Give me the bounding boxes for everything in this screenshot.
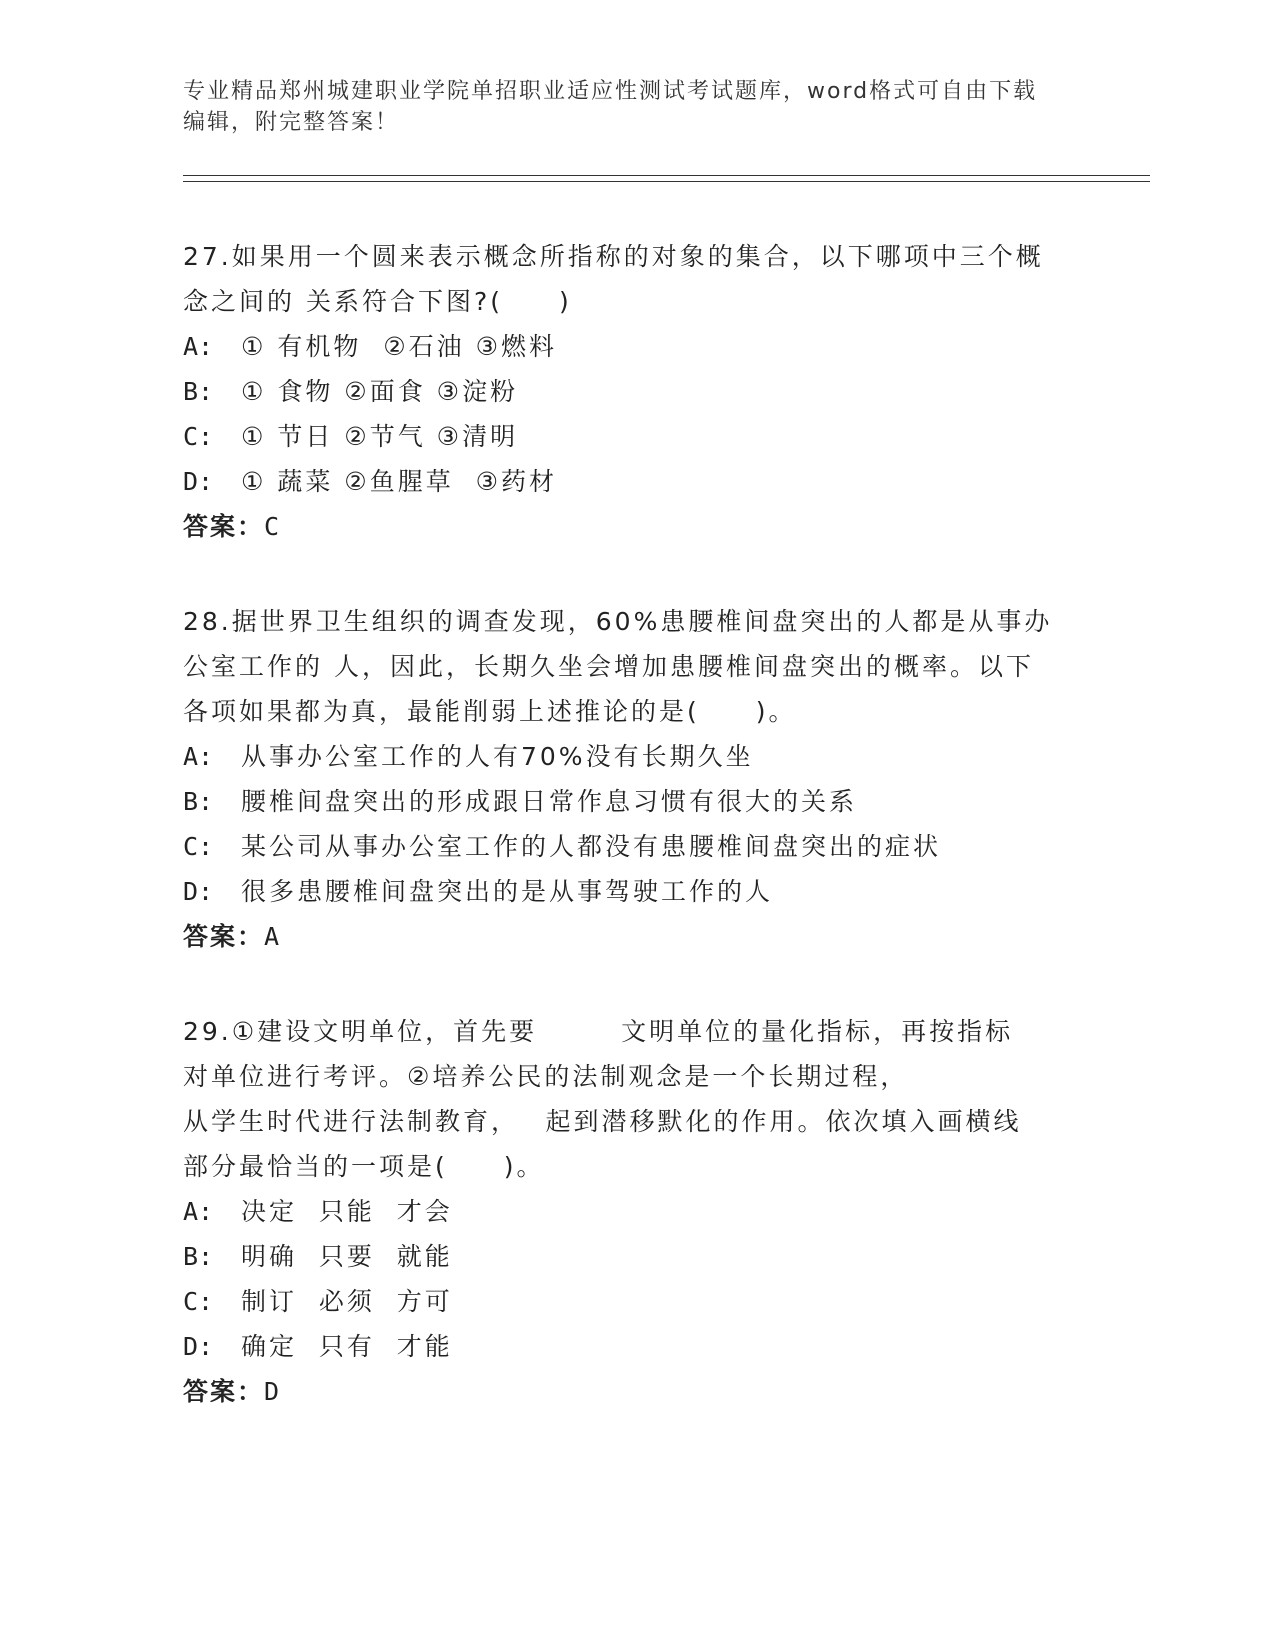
option-text: 明确 只要 就能 <box>241 1242 453 1271</box>
option-a <box>183 324 1083 369</box>
option-text: 从事办公室工作的人有70%没有长期久坐 <box>241 742 754 771</box>
option-text: 制订 必须 方可 <box>241 1287 453 1316</box>
option-d <box>183 1324 1083 1369</box>
option-label: A: <box>183 742 214 771</box>
option-text: ① 节日 ②节气 ③清明 <box>241 422 519 451</box>
stem-line: 从学生时代进行法制教育， 起到潜移默化的作用。依次填入画横线 <box>183 1107 1022 1136</box>
option-d <box>183 459 1083 504</box>
stem-line: 28.据世界卫生组织的调查发现，60%患腰椎间盘突出的人都是从事办 <box>183 607 1053 636</box>
option-c <box>183 824 1083 869</box>
option-text: ① 食物 ②面食 ③淀粉 <box>241 377 519 406</box>
answer-line <box>183 504 1083 549</box>
option-label: C: <box>183 422 214 451</box>
stem-line: 公室工作的 人，因此，长期久坐会增加患腰椎间盘突出的概率。以下 <box>183 652 1034 681</box>
option-label: A: <box>183 332 214 361</box>
question-stem <box>183 234 1083 324</box>
option-c <box>183 414 1083 459</box>
stem-line: 对单位进行考评。②培养公民的法制观念是一个长期过程， <box>183 1062 909 1091</box>
option-b <box>183 1234 1083 1279</box>
option-label: B: <box>183 377 214 406</box>
option-b <box>183 779 1083 824</box>
answer-value: A <box>264 922 282 951</box>
option-label: C: <box>183 832 214 861</box>
question-29 <box>183 1009 1083 1414</box>
stem-line: 部分最恰当的一项是( )。 <box>183 1152 545 1181</box>
option-label: D: <box>183 467 214 496</box>
stem-line: 念之间的 关系符合下图?( ) <box>183 287 572 316</box>
answer-label: 答案： <box>183 922 265 951</box>
option-a <box>183 1189 1083 1234</box>
option-text: 确定 只有 才能 <box>241 1332 453 1361</box>
option-a <box>183 734 1083 779</box>
option-d <box>183 869 1083 914</box>
option-text: 腰椎间盘突出的形成跟日常作息习惯有很大的关系 <box>241 787 858 816</box>
option-b <box>183 369 1083 414</box>
question-27 <box>183 234 1083 549</box>
answer-line <box>183 1369 1083 1414</box>
stem-line: 27.如果用一个圆来表示概念所指称的对象的集合，以下哪项中三个概 <box>183 242 1044 271</box>
header-divider-bottom <box>183 181 1150 182</box>
question-28 <box>183 599 1083 959</box>
option-label: B: <box>183 1242 214 1271</box>
stem-line: 29.①建设文明单位，首先要 文明单位的量化指标，再按指标 <box>183 1017 1014 1046</box>
answer-label: 答案： <box>183 1377 265 1406</box>
header-line-2: 编辑，附完整答案！ <box>183 110 400 135</box>
question-stem <box>183 599 1083 734</box>
option-label: D: <box>183 877 214 906</box>
header-line-1: 专业精品郑州城建职业学院单招职业适应性测试考试题库，word格式可自由下载 <box>183 79 1038 104</box>
answer-line <box>183 914 1083 959</box>
header-divider-top <box>183 175 1150 176</box>
answer-value: D <box>264 1377 282 1406</box>
question-stem <box>183 1009 1083 1189</box>
option-label: A: <box>183 1197 214 1226</box>
stem-line: 各项如果都为真，最能削弱上述推论的是( )。 <box>183 697 797 726</box>
option-text: ① 有机物 ②石油 ③燃料 <box>241 332 558 361</box>
document-header <box>183 76 1063 138</box>
answer-label: 答案： <box>183 512 265 541</box>
option-text: 决定 只能 才会 <box>241 1197 453 1226</box>
answer-value: C <box>264 512 282 541</box>
option-label: D: <box>183 1332 214 1361</box>
option-text: 很多患腰椎间盘突出的是从事驾驶工作的人 <box>241 877 774 906</box>
option-label: B: <box>183 787 214 816</box>
option-text: 某公司从事办公室工作的人都没有患腰椎间盘突出的症状 <box>241 832 942 861</box>
option-text: ① 蔬菜 ②鱼腥草 ③药材 <box>241 467 558 496</box>
option-c <box>183 1279 1083 1324</box>
option-label: C: <box>183 1287 214 1316</box>
